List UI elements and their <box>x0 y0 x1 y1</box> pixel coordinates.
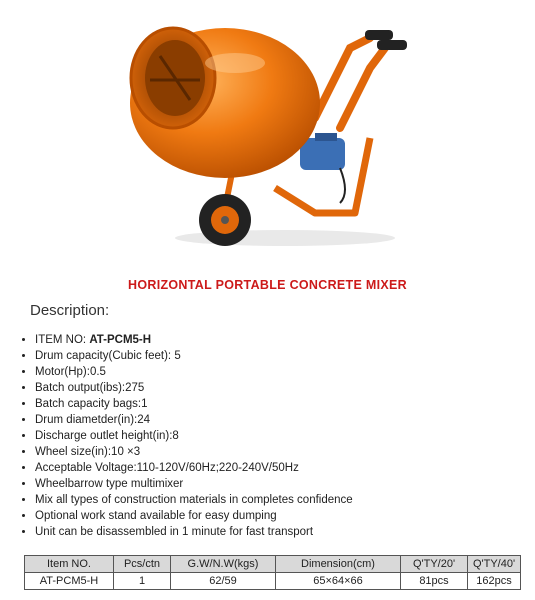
spec-list <box>14 332 353 540</box>
cell-weight: 62/59 <box>171 573 276 590</box>
spec-item: • Batch capacity bags:1 <box>35 396 353 412</box>
table-header-row <box>25 556 521 573</box>
spec-item: • Wheel size(in):10 ×3 <box>35 444 353 460</box>
header-qty-20: Q'TY/20' <box>401 556 468 573</box>
cell-qty-20: 81pcs <box>401 573 468 590</box>
spec-item: • Drum capacity(Cubic feet): 5 <box>35 348 353 364</box>
item-no-label: ITEM NO: <box>35 334 90 346</box>
spec-item: • Optional work stand available for easy dumping <box>35 508 353 524</box>
spec-item: • Mix all types of construction materials in completes confidence <box>35 492 353 508</box>
description-heading: Description: <box>30 302 110 319</box>
header-qty-40: Q'TY/40' <box>468 556 521 573</box>
table-row <box>25 573 521 590</box>
spec-item: • Wheelbarrow type multimixer <box>35 476 353 492</box>
cell-item-no: AT-PCM5-H <box>25 573 114 590</box>
header-pcs-ctn: Pcs/ctn <box>114 556 171 573</box>
spec-item: • Batch output(ibs):275 <box>35 380 353 396</box>
packing-table <box>24 555 521 590</box>
concrete-mixer-image <box>115 8 425 253</box>
item-no-value: AT-PCM5-H <box>89 334 152 346</box>
spec-item: • Unit can be disassembled in 1 minute for fast transport <box>35 524 353 540</box>
cell-pcs-ctn: 1 <box>114 573 171 590</box>
spec-item: • Discharge outlet height(in):8 <box>35 428 353 444</box>
spec-item: • Motor(Hp):0.5 <box>35 364 353 380</box>
cell-qty-40: 162pcs <box>468 573 521 590</box>
cell-dimension: 65×64×66 <box>276 573 401 590</box>
header-item-no: Item NO. <box>25 556 114 573</box>
product-title: HORIZONTAL PORTABLE CONCRETE MIXER <box>128 278 407 292</box>
spec-item-item-no <box>35 332 353 348</box>
header-dimension: Dimension(cm) <box>276 556 401 573</box>
header-weight: G.W/N.W(kgs) <box>171 556 276 573</box>
spec-item: • Drum diametder(in):24 <box>35 412 353 428</box>
spec-item: • Acceptable Voltage:110-120V/60Hz;220-240V/50Hz <box>35 460 353 476</box>
